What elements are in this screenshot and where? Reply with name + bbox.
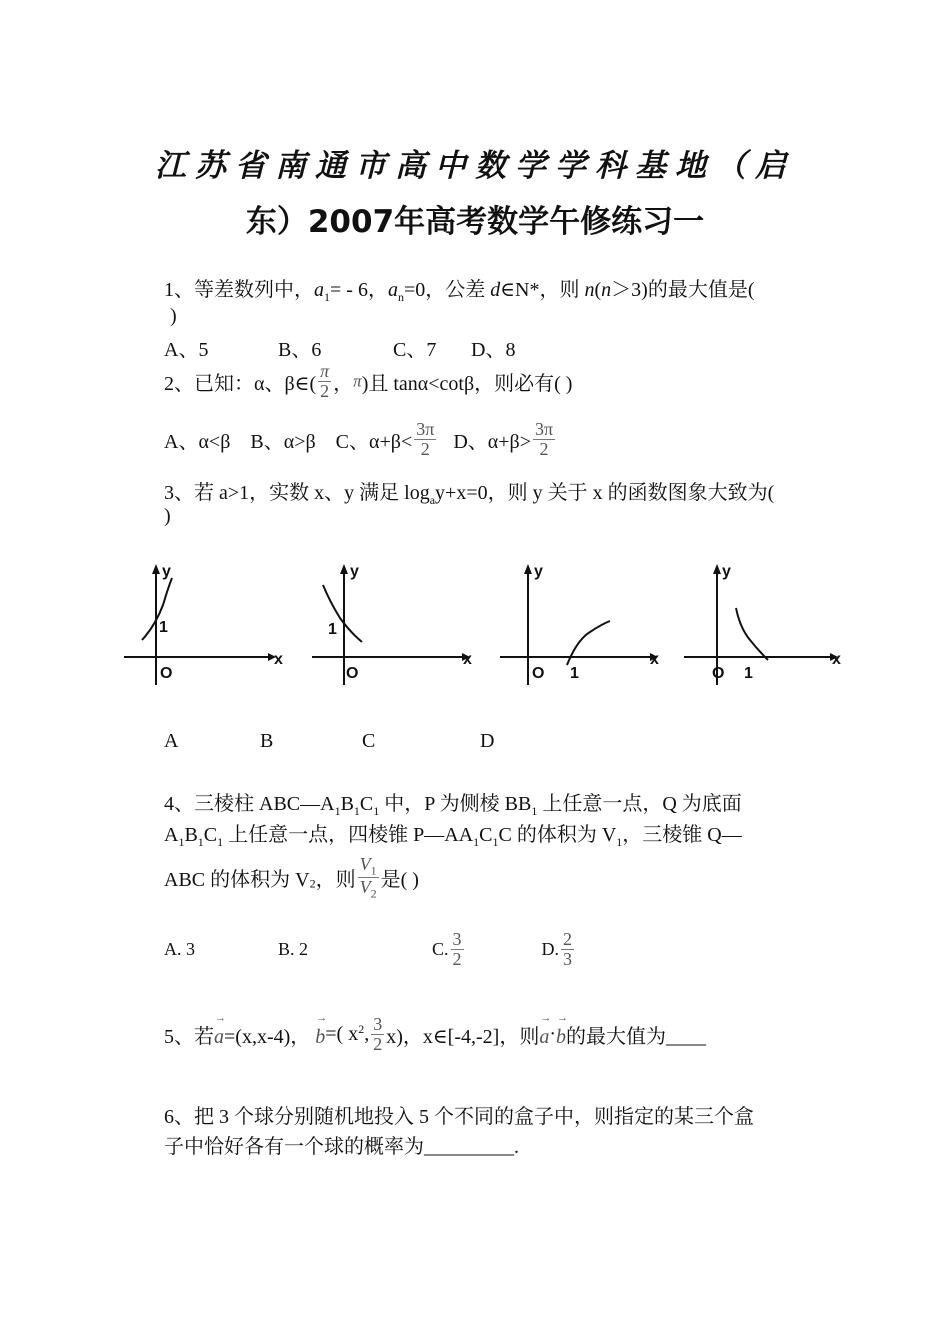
graph-a-one: 1 bbox=[159, 619, 168, 636]
title-line-1: 江苏省南通市高中数学学科基地（启 bbox=[155, 148, 795, 184]
graph-d-x-label: x bbox=[832, 651, 841, 668]
question-4-line-2: $A_1B_1C_1$ 上任意一点，四棱锥 $P—AA_1C_1C$ 的体积为 $V_1$，三棱锥 Q— bbox=[164, 824, 742, 849]
graph-c-one: 1 bbox=[570, 665, 579, 682]
graph-c-x-label: x bbox=[650, 651, 659, 668]
graph-a-y-label: y bbox=[162, 563, 171, 580]
q1-option-b: B、6 bbox=[278, 339, 322, 361]
question-5: 5、若→ a=(x,x-4)， → b=( $x^2$, $\frac{3}{2}$ x)，x∈[-4,-2]，则→ a·→ b的最大值为____ bbox=[164, 1015, 706, 1054]
question-4-line-1: 4、三棱柱 $ABC—A_1B_1C_1$ 中，P 为侧棱 $BB_1$ 上任意一点，Q 为底面 bbox=[164, 793, 742, 818]
graph-b-y-label: y bbox=[350, 563, 359, 580]
graph-c-y-label: y bbox=[534, 563, 543, 580]
title-line-2: 东）2007年高考数学午修练习一 bbox=[245, 204, 705, 240]
graph-c-origin: O bbox=[532, 665, 545, 682]
graph-d-origin: O bbox=[712, 665, 725, 682]
question-3-close: ) bbox=[164, 505, 171, 527]
question-2: 2、已知：α、β∈( $\frac{\pi}{2}$ ，π)且 tanα<cotβ，则必有( ) bbox=[164, 361, 573, 401]
graph-b-origin: O bbox=[346, 665, 359, 682]
question-6-line-2: 子中恰好各有一个球的概率为_________. bbox=[164, 1136, 519, 1158]
graph-b-one: 1 bbox=[328, 621, 337, 638]
graph-label-c: C bbox=[362, 730, 376, 752]
question-6-line-1: 6、把 3 个球分别随机地投入 5 个不同的盒子中，则指定的某三个盒 bbox=[164, 1106, 754, 1128]
graph-d-y-label: y bbox=[722, 563, 731, 580]
q4-options: A. 3 B. 2 C. $\frac{3}{2}$ D. $\frac{2}{3}$ bbox=[164, 929, 573, 969]
q1-option-d: D、8 bbox=[471, 339, 516, 361]
question-1: 1、等差数列中，$a_1= - 6$，$a_n=0$，公差 d∈N*，则 n(n＞3)的最大值是( bbox=[164, 279, 755, 304]
graph-d-one: 1 bbox=[744, 665, 753, 682]
graph-label-d: D bbox=[480, 730, 495, 752]
graph-label-b: B bbox=[260, 730, 274, 752]
q1-option-c: C、7 bbox=[393, 339, 437, 361]
graph-a-x-label: x bbox=[274, 651, 283, 668]
graph-a-origin: O bbox=[160, 665, 173, 682]
q1-option-a: A、5 bbox=[164, 339, 209, 361]
q3-graphs bbox=[0, 550, 950, 700]
q2-options: A、α<β B、α>β C、α+β< $\frac{3\pi}{2}$ D、α+β> $\frac{3\pi}{2}$ bbox=[164, 419, 554, 459]
graph-label-a: A bbox=[164, 730, 179, 752]
question-1-close: ) bbox=[170, 305, 177, 327]
graph-b-x-label: x bbox=[463, 651, 472, 668]
question-3: 3、若 a>1，实数 x、y 满足 $\log_ay+x=0$，则 y 关于 x 的函数图象大致为( bbox=[164, 482, 775, 507]
question-4-line-3: ABC 的体积为 $V_2$，则 $\frac{V_1}{V_2}$ 是( ) bbox=[164, 854, 419, 901]
